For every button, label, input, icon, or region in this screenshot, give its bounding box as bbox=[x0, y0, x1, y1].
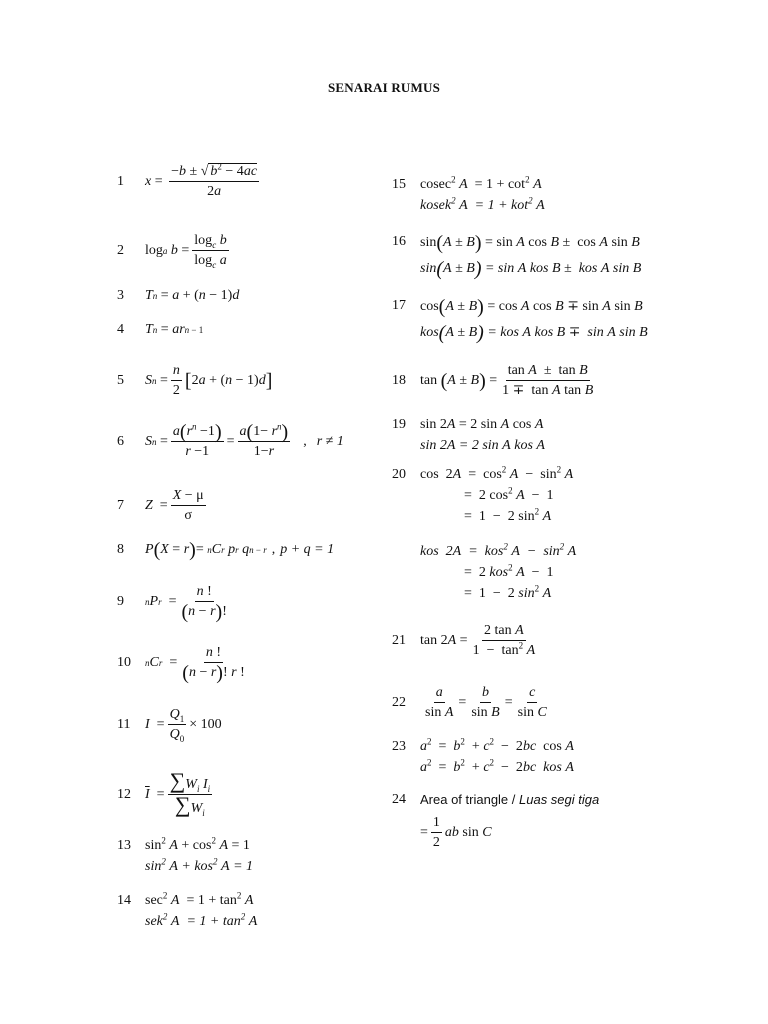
formula-number: 5 bbox=[117, 372, 124, 388]
formula-number: 20 bbox=[392, 467, 406, 482]
page-title: SENARAI RUMUS bbox=[327, 80, 441, 95]
formula-number: 23 bbox=[392, 739, 406, 754]
formula-number: 9 bbox=[117, 593, 124, 609]
arithmetic-sum: S n = $\frac{n}{2}$ [ 2 a + ( n − 1) d ] bbox=[145, 363, 273, 398]
index-number-formula: I = $\frac{Q_1}{Q_0}$ × 100 bbox=[145, 707, 222, 744]
formula-number: 6 bbox=[117, 433, 124, 449]
formula-number: 7 bbox=[117, 497, 124, 513]
geometric-sum: S n = $\frac{a(r^n -1)}{r -1}$ = $\frac{a(1- r^n)}{1-r}$ , r ≠ 1 bbox=[145, 420, 344, 459]
formula-number: 4 bbox=[117, 322, 124, 337]
formula-5 bbox=[117, 362, 272, 399]
sine-rule: $\frac{a}{\text{sin A}}$ = $\frac{b}{\text{sin B}}$ = $\frac{c}{\text{sin C}}$ bbox=[425, 685, 547, 720]
formula-9 bbox=[117, 583, 232, 623]
formula-number: 16 bbox=[392, 234, 406, 249]
formula-number: 19 bbox=[392, 417, 406, 432]
formula-12 bbox=[117, 768, 215, 818]
formula-21 bbox=[392, 622, 540, 659]
pythagorean-identity: $\sin^2 A + \cos^2 A = 1$ $\sin^2 A + kos^2$ A = 1 bbox=[145, 835, 254, 874]
permutation-formula: n P r = $\frac{n !}{(n - r)!}$ bbox=[145, 584, 227, 623]
formula-3 bbox=[117, 288, 239, 304]
cosine-rule: $a^2 = b^2 + c^2 - 2bc$ cos A $a^2 = b^2 + c^2 - 2bc$ kos A bbox=[420, 736, 574, 775]
formula-number: 8 bbox=[117, 542, 124, 557]
formula-number: 2 bbox=[117, 242, 124, 258]
formula-18 bbox=[392, 362, 598, 399]
cosine-addition-formula: cos(A ± B) = cos A cos B ∓ sin A sin B kos(A ± B) = kos A kos B ∓ sin A sin B bbox=[420, 295, 648, 344]
change-of-base-formula: log a b = $\frac{\log_c b}{\log_c a}$ bbox=[145, 233, 227, 270]
formula-number: 21 bbox=[392, 632, 406, 648]
formula-number: 11 bbox=[117, 716, 131, 732]
arithmetic-nth-term: T n = a + ( n − 1) d bbox=[145, 288, 240, 303]
formula-number: 1 bbox=[117, 173, 124, 189]
secant-identity: $\sec^2 A = 1 + \tan^2 A$ sek$^2$ $A = 1 + \tan^2 A$ bbox=[145, 890, 258, 929]
formula-11 bbox=[117, 706, 222, 743]
formula-6 bbox=[117, 420, 344, 460]
area-label: Area of triangle / bbox=[420, 792, 519, 807]
formula-number: 12 bbox=[117, 786, 131, 802]
formula-number: 3 bbox=[117, 288, 124, 303]
formula-number: 13 bbox=[117, 838, 131, 853]
formula-19 bbox=[392, 414, 545, 456]
formula-10 bbox=[117, 644, 250, 684]
composite-index-formula: $\overline{I}$ = $\frac{\sum W_i I_i}{\sum W_i}$ bbox=[145, 768, 211, 818]
pq-condition: p + q = 1 bbox=[280, 542, 335, 557]
sine-addition-formula: sin(A ± B) = sin A cos B ± cos A sin B sin(A ± B) = sin A kos B ± kos A sin B bbox=[420, 231, 642, 280]
formula-13 bbox=[117, 835, 253, 877]
tangent-addition-formula: tan ( A ± B ) = $\frac{\text{tan A ± tan B}}{\text{1 ∓ tan A tan B}}$ bbox=[420, 363, 594, 398]
formula-17 bbox=[392, 294, 648, 346]
formula-2 bbox=[117, 232, 232, 269]
ratio-condition: r ≠ 1 bbox=[316, 433, 344, 449]
formula-number: 17 bbox=[392, 298, 406, 313]
formula-7 bbox=[117, 487, 209, 524]
formula-23 bbox=[392, 736, 574, 778]
double-angle-cosine: $\cos 2A = \cos^2 A - \sin^2 A$ = 2 $\cos^2 A - 1$ = 1 − 2 $\sin^2 A$ kos 2A = kos$^2$ $A - \sin^2 A$ = 2 kos$^2$ A − 1 = 1 − 2 $\sin^2 A$ bbox=[420, 464, 577, 601]
formula-14 bbox=[117, 890, 257, 932]
formula-1 bbox=[117, 163, 262, 200]
z-score-formula: Z = $\frac{X - \mu}{\sigma}$ bbox=[145, 488, 204, 523]
binomial-probability: P ( X = r ) = n C r p r q n − r , p + q = 1 bbox=[145, 539, 335, 561]
cosecant-identity: cosec$^2$ $A = 1 + \cot^2 A$ kosek$^2$ A = 1 + kot$^2$ A bbox=[420, 174, 545, 213]
area-label-malay: Luas segi tiga bbox=[519, 792, 600, 807]
formula-20 bbox=[392, 464, 576, 604]
triangle-area-formula: Area of triangle / Luas segi tiga = $\frac{1}{2}$ ab sin C bbox=[420, 792, 600, 850]
formula-number: 14 bbox=[117, 893, 131, 908]
formula-number: 24 bbox=[392, 792, 406, 807]
formula-number: 15 bbox=[392, 177, 406, 192]
combination-formula: n C r = $\frac{n !}{(n - r)! r !}$ bbox=[145, 645, 245, 684]
formula-15 bbox=[392, 174, 545, 216]
formula-number: 10 bbox=[117, 654, 131, 670]
formula-24 bbox=[392, 789, 599, 851]
double-angle-sine: sin 2A = 2 sin A cos A sin 2A = 2 sin A kos A bbox=[420, 417, 545, 453]
formula-number: 22 bbox=[392, 694, 406, 710]
quadratic-formula: x = $\frac{-b \pm √ b^2 - 4ac}{2a}$ bbox=[145, 161, 258, 199]
formula-4 bbox=[117, 322, 203, 338]
formula-number: 18 bbox=[392, 372, 406, 388]
formula-22 bbox=[392, 684, 552, 721]
formula-8 bbox=[117, 539, 335, 561]
formula-16 bbox=[392, 230, 641, 282]
double-angle-tangent: tan 2 A = $\frac{\text{2 tan A}}{1 - \tan^2 A}$ bbox=[420, 623, 536, 658]
geometric-nth-term: T n = ar n − 1 bbox=[145, 322, 204, 337]
